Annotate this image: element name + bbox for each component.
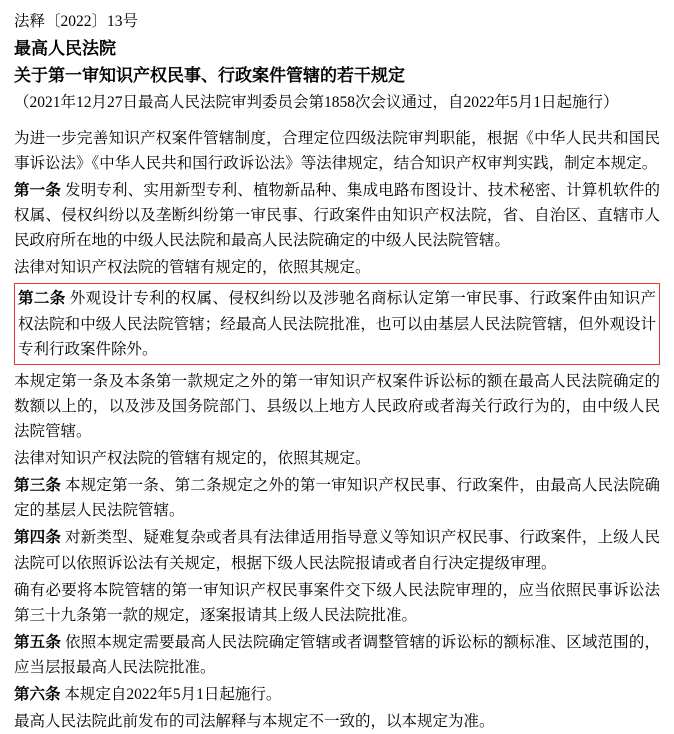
- article-paragraph-8: [14, 578, 660, 628]
- article-text-1: 发明专利、实用新型专利、植物新品种、集成电路布图设计、技术秘密、计算机软件的权属、侵权纠纷以及垄断纠纷第一审民事、行政案件由知识产权法院，省、自治区、直辖市人民政府所在地的中级人民法院和最高人民法院确定的中级人民法院管辖。: [14, 182, 660, 250]
- issuing-authority: 最高人民法院: [14, 39, 116, 59]
- article-paragraph-11: [14, 709, 660, 734]
- article-text-9: 依照本规定需要最高人民法院确定管辖或者调整管辖的诉讼标的额标准、区域范围的，应当层报最高人民法院批准。: [14, 633, 660, 676]
- article-paragraph-10: [14, 682, 660, 707]
- article-paragraph-7: [14, 525, 660, 575]
- article-paragraph-1: [14, 178, 660, 253]
- article-text-11: 最高人民法院此前发布的司法解释与本规定不一致的，以本规定为准。: [14, 713, 495, 731]
- article-label-1: 第一条: [14, 182, 61, 200]
- article-text-8: 确有必要将本院管辖的第一审知识产权民事案件交下级人民法院审理的，应当依照民事诉讼法第三十九条第一款的规定，逐案报请其上级人民法院批准。: [14, 581, 660, 624]
- preamble-paragraph: 为进一步完善知识产权案件管辖制度，合理定位四级法院审判职能，根据《中华人民共和国民事诉讼法》《中华人民共和国行政诉讼法》等法律规定，结合知识产权审判实践，制定本规定。: [14, 129, 660, 172]
- article-text-7: 对新类型、疑难复杂或者具有法律适用指导意义等知识产权民事、行政案件，上级人民法院可以依照诉讼法有关规定，根据下级人民法院报请或者自行决定提级审理。: [14, 529, 660, 572]
- article-label-6: 第三条: [14, 477, 61, 495]
- article-label-3: 第二条: [18, 290, 66, 308]
- document-title: 关于第一审知识产权民事、行政案件管辖的若干规定: [14, 65, 405, 85]
- article-label-9: 第五条: [14, 633, 61, 651]
- article-text-2: 法律对知识产权法院的管辖有规定的，依照其规定。: [14, 259, 371, 277]
- article-text-4: 本规定第一条及本条第一款规定之外的第一审知识产权案件诉讼标的额在最高人民法院确定的数额以上的，以及涉及国务院部门、县级以上地方人民政府或者海关行政行为的，由中级人民法院管辖。: [14, 372, 660, 441]
- article-label-10: 第六条: [14, 686, 61, 704]
- article-text-6: 本规定第一条、第二条规定之外的第一审知识产权民事、行政案件，由最高人民法院确定的基层人民法院管辖。: [14, 477, 660, 520]
- article-text-5: 法律对知识产权法院的管辖有规定的，依照其规定。: [14, 450, 371, 468]
- article-paragraph-6: [14, 473, 660, 523]
- article-label-7: 第四条: [14, 529, 61, 547]
- document-subtitle: （2021年12月27日最高人民法院审判委员会第1858次会议通过，自2022年5月1日起施行）: [14, 94, 619, 112]
- highlighted-article-box: [14, 283, 660, 364]
- article-paragraph-2: [14, 255, 660, 280]
- article-paragraph-3: [18, 286, 656, 361]
- document-number: 法释〔2022〕13号: [14, 13, 139, 30]
- article-text-10: 本规定自2022年5月1日起施行。: [64, 686, 282, 704]
- article-paragraph-5: [14, 446, 660, 471]
- article-text-3: 外观设计专利的权属、侵权纠纷以及涉驰名商标认定第一审民事、行政案件由知识产权法院和中级人民法院管辖；经最高人民法院批准，也可以由基层人民法院管辖，但外观设计专利行政案件除外。: [18, 290, 656, 358]
- article-paragraph-4: [14, 369, 660, 444]
- article-paragraph-9: [14, 630, 660, 680]
